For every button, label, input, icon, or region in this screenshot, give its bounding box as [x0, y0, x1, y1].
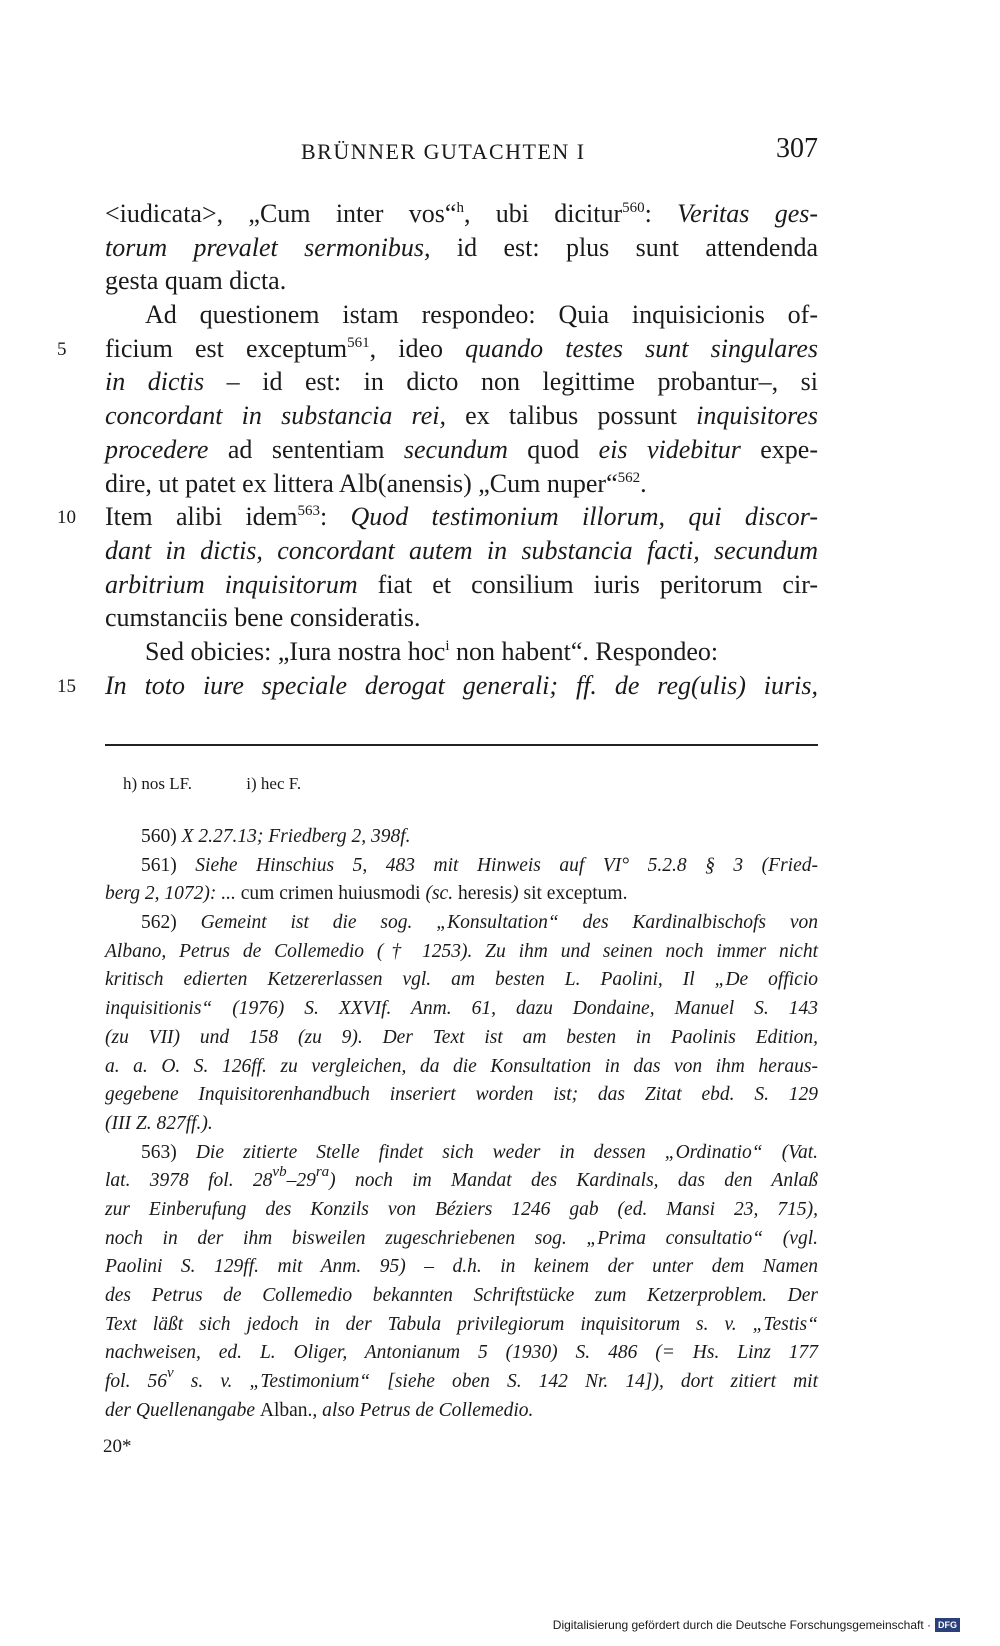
text-run: ) [512, 883, 519, 905]
text-run: dire, ut patet ex littera Alb(anensis) „Cum nuper“ [105, 468, 618, 498]
text-run: cum crimen huiusmodi [235, 883, 426, 905]
text-run: id est: plus sunt attendenda [430, 232, 819, 262]
text-run: : [644, 199, 678, 228]
text-run: non habent“. Respondeo: [449, 636, 719, 666]
superscript-ref: 561 [347, 334, 370, 351]
text-run: gesta quam dicta. [105, 266, 287, 296]
text-run: ) noch im Mandat des Kardinals, das den Anlaß [329, 1170, 818, 1192]
apparatus-note-h: h) nos LF. [123, 774, 193, 793]
text-run: s. v. „Testimonium“ [siehe oben S. 142 Nr. 14]), dort zitiert mit [173, 1371, 818, 1393]
digitization-credit [553, 1616, 960, 1634]
critical-apparatus [123, 774, 351, 794]
text-run: der Quellenangabe [105, 1399, 260, 1421]
text-run: , also Petrus de Collemedio. [312, 1399, 534, 1421]
footnote-line [105, 880, 818, 909]
text-run: ex talibus possunt [445, 401, 697, 431]
body-line [105, 365, 818, 399]
signature-mark: 20* [103, 1436, 132, 1457]
text-run: cumstanciis bene consideratis. [105, 603, 421, 633]
text-run: <iudicata>, „Cum inter vos“ [105, 199, 457, 228]
body-line [105, 635, 818, 669]
text-run: Item alibi idem [105, 502, 298, 532]
footnote-line [105, 1053, 818, 1082]
italic-text: Quod testimonium illorum, qui discor- [350, 502, 818, 532]
text-run: Paolini S. 129ff. mit Anm. 95) – d.h. in keinem der unter dem Namen [105, 1256, 818, 1278]
text-run: gegebene Inquisitorenhandbuch inseriert worden ist; das Zitat ebd. S. 129 [105, 1084, 818, 1106]
superscript-ref: h [456, 200, 464, 216]
text-run: , ideo [369, 333, 466, 363]
superscript-ref: 563 [297, 503, 320, 520]
body-line [105, 264, 818, 298]
text-run: X 2.27.13; Friedberg 2, 398f. [181, 826, 411, 847]
footnote-line [105, 1225, 818, 1254]
footnote-line [105, 909, 818, 938]
footnote-line [105, 1110, 818, 1139]
italic-text: Veritas ges- [677, 199, 819, 228]
text-run: lat. 3978 fol. 28 [105, 1170, 273, 1192]
superscript-ref: v [167, 1365, 174, 1382]
text-run: ficium est exceptum [105, 333, 348, 363]
superscript-ref: vb [272, 1164, 287, 1181]
text-run: inquisitionis“ (1976) S. XXVIf. Anm. 61, dazu Dondaine, Manuel S. 143 [105, 998, 818, 1020]
text-run: kritisch edierten Ketzererlassen vgl. am besten L. Paolini, Il „De officio [105, 969, 818, 991]
footnotes [105, 823, 818, 1425]
italic-text: procedere [105, 434, 209, 464]
body-line [57, 332, 819, 366]
body-line [105, 298, 818, 332]
credit-text: Digitalisierung gefördert durch die Deutsche Forschungsgemeinschaft · [552, 1618, 931, 1632]
footnote-line [105, 995, 818, 1024]
dfg-logo: DFG [935, 1618, 960, 1632]
italic-text: torum prevalet sermonibus, [105, 232, 431, 262]
apparatus-note-i: i) hec F. [246, 774, 302, 793]
italic-text: eis videbitur [598, 434, 741, 464]
text-run: (III Z. 827ff.). [105, 1112, 213, 1134]
main-text [57, 197, 819, 702]
italic-text: concordant in substancia rei, [105, 401, 446, 431]
footnote-line [105, 823, 818, 852]
body-line [105, 467, 818, 501]
text-run: Text läßt sich jedoch in der Tabula privilegiorum inquisitorum s. v. „Testis“ [105, 1313, 818, 1335]
text-run: sit exceptum. [518, 883, 628, 905]
text-run: ad sententiam [208, 434, 404, 464]
text-run: Siehe Hinschius 5, 483 mit Hinweis auf VI° 5.2.8 § 3 (Fried- [195, 854, 818, 876]
text-run: Ad questionem istam respondeo: Quia inquisicionis of- [145, 300, 818, 330]
text-run: : [319, 502, 351, 532]
text-run: a. a. O. S. 126ff. zu vergleichen, da die Konsultation in das von ihm heraus- [105, 1055, 818, 1077]
italic-text: secundum [403, 434, 508, 464]
italic-text: inquisitores [696, 401, 818, 431]
footnote-line [105, 1311, 818, 1340]
text-run: des Petrus de Collemedio bekannten Schriftstücke zum Ketzerproblem. Der [105, 1285, 818, 1306]
superscript-ref: i [445, 637, 450, 654]
footnote-line [105, 1397, 818, 1426]
text-run: . [640, 468, 647, 498]
footnote-divider [105, 744, 818, 746]
text-run: – id est: in dicto non legittime probantur–, si [204, 367, 818, 397]
text-run: fiat et consilium iuris peritorum cir- [357, 569, 818, 599]
footnote-line [105, 1282, 818, 1311]
text-run: (sc. [425, 883, 454, 905]
body-line [105, 197, 818, 231]
superscript-ref: ra [315, 1164, 330, 1181]
italic-text: in dictis [105, 367, 205, 397]
text-run: noch in der ihm bisweilen zugeschriebenen sog. „Prima consultatio“ (vgl. [105, 1227, 818, 1249]
body-line [57, 500, 818, 534]
text-run: quod [507, 434, 599, 464]
text-run: –29 [286, 1170, 316, 1192]
line-number: 15 [57, 675, 76, 697]
superscript-ref: 560 [622, 200, 645, 216]
text-run: 562) [141, 912, 201, 934]
footnote-line [105, 1164, 818, 1196]
line-number: 5 [57, 338, 67, 360]
text-run: Sed obicies: „Iura nostra hoc [145, 636, 446, 666]
text-run: heresis [453, 883, 513, 905]
italic-text: In toto iure speciale derogat generali; ff. de reg(ulis) iuris, [105, 670, 818, 700]
body-line [105, 534, 818, 568]
footnote-line [105, 1339, 818, 1368]
italic-text: quando testes sunt singulares [465, 333, 819, 363]
text-run: Gemeint ist die sog. „Konsultation“ des Kardinalbischofs von [200, 912, 818, 934]
superscript-ref: 562 [617, 469, 641, 486]
text-run: fol. 56 [105, 1371, 168, 1393]
text-run: nachweisen, ed. L. Oliger, Antonianum 5 (1930) S. 486 (= Hs. Linz 177 [105, 1342, 818, 1364]
italic-text: dant in dictis, concordant autem in substancia facti, secundum [105, 535, 818, 565]
body-line [57, 669, 818, 703]
footnote-line [105, 1024, 818, 1053]
text-run: zur Einberufung des Konzils von Béziers 1246 gab (ed. Mansi 23, 715), [105, 1198, 818, 1220]
body-line [105, 568, 818, 602]
text-run: 560) [141, 826, 182, 847]
body-line [105, 399, 818, 433]
footnote-line [105, 938, 818, 967]
footnote-line [105, 1365, 818, 1397]
footnote-line [105, 966, 818, 995]
page-number: 307 [776, 133, 818, 164]
italic-text: arbitrium inquisitorum [105, 569, 358, 599]
text-run: 561) [141, 854, 196, 876]
footnote-line [105, 1196, 818, 1225]
text-run: , ubi dicitur [463, 199, 623, 228]
footnote-line [105, 1081, 818, 1110]
text-run: Die zitierte Stelle findet sich weder in dessen „Ordinatio“ (Vat. [195, 1141, 818, 1163]
footnote-line [105, 1139, 818, 1168]
text-run: expe- [740, 434, 818, 464]
footnote-line [105, 1253, 818, 1282]
line-number: 10 [57, 507, 76, 529]
text-run: 563) [141, 1141, 196, 1163]
text-run: berg 2, 1072): ... [105, 883, 236, 905]
running-head [105, 133, 818, 173]
body-line [105, 231, 818, 265]
text-run: (zu VII) und 158 (zu 9). Der Text ist am besten in Paolinis Edition, [105, 1026, 818, 1048]
body-line [105, 601, 818, 635]
body-line [105, 433, 818, 467]
text-run: Alban. [259, 1399, 313, 1421]
running-title: BRÜNNER GUTACHTEN I [301, 139, 586, 164]
text-run: Albano, Petrus de Collemedio († 1253). Zu ihm und seinen noch immer nicht [105, 940, 818, 962]
footnote-line [105, 852, 818, 881]
